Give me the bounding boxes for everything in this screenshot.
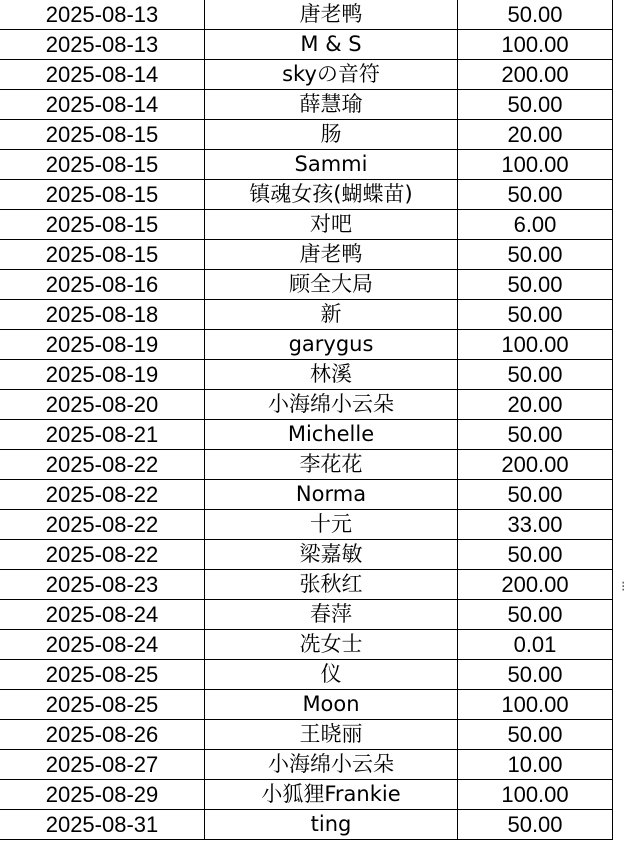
table-row <box>0 240 613 270</box>
name-cell[interactable]: garygus <box>205 330 458 360</box>
name-cell[interactable]: 顾全大局 <box>205 270 458 300</box>
amount-cell[interactable]: 100.00 <box>458 330 613 360</box>
amount-cell[interactable]: 200.00 <box>458 60 613 90</box>
name-cell[interactable]: M & S <box>205 30 458 60</box>
amount-cell[interactable]: 100.00 <box>458 780 613 810</box>
date-cell[interactable]: 2025-08-24 <box>0 600 205 630</box>
date-cell[interactable]: 2025-08-22 <box>0 450 205 480</box>
name-cell[interactable]: 王晓丽 <box>205 720 458 750</box>
amount-cell[interactable]: 50.00 <box>458 810 613 840</box>
table-row <box>0 360 613 390</box>
table-row <box>0 300 613 330</box>
table-row <box>0 750 613 780</box>
date-cell[interactable]: 2025-08-19 <box>0 330 205 360</box>
date-cell[interactable]: 2025-08-16 <box>0 270 205 300</box>
name-cell[interactable]: Michelle <box>205 420 458 450</box>
name-cell[interactable]: 林溪 <box>205 360 458 390</box>
table-row <box>0 90 613 120</box>
name-cell[interactable]: 张秋红 <box>205 570 458 600</box>
date-cell[interactable]: 2025-08-26 <box>0 720 205 750</box>
date-cell[interactable]: 2025-08-24 <box>0 630 205 660</box>
table-row <box>0 720 613 750</box>
amount-cell[interactable]: 100.00 <box>458 30 613 60</box>
name-cell[interactable]: 梁嘉敏 <box>205 540 458 570</box>
amount-cell[interactable]: 6.00 <box>458 210 613 240</box>
date-cell[interactable]: 2025-08-15 <box>0 120 205 150</box>
date-cell[interactable]: 2025-08-25 <box>0 660 205 690</box>
date-cell[interactable]: 2025-08-31 <box>0 810 205 840</box>
name-cell[interactable]: 肠 <box>205 120 458 150</box>
name-cell[interactable]: Norma <box>205 480 458 510</box>
amount-cell[interactable]: 50.00 <box>458 480 613 510</box>
table-row <box>0 390 613 420</box>
date-cell[interactable]: 2025-08-13 <box>0 0 205 30</box>
amount-cell[interactable]: 100.00 <box>458 690 613 720</box>
name-cell[interactable]: 新 <box>205 300 458 330</box>
table-row <box>0 420 613 450</box>
date-cell[interactable]: 2025-08-20 <box>0 390 205 420</box>
amount-cell[interactable]: 20.00 <box>458 390 613 420</box>
date-cell[interactable]: 2025-08-14 <box>0 90 205 120</box>
table-row <box>0 540 613 570</box>
table-row <box>0 60 613 90</box>
amount-cell[interactable]: 200.00 <box>458 570 613 600</box>
table-row <box>0 180 613 210</box>
name-cell[interactable]: 小狐狸Frankie <box>205 780 458 810</box>
date-cell[interactable]: 2025-08-13 <box>0 30 205 60</box>
amount-cell[interactable]: 50.00 <box>458 720 613 750</box>
amount-cell[interactable]: 50.00 <box>458 660 613 690</box>
amount-cell[interactable]: 100.00 <box>458 150 613 180</box>
table-row <box>0 480 613 510</box>
date-cell[interactable]: 2025-08-22 <box>0 540 205 570</box>
amount-cell[interactable]: 0.01 <box>458 630 613 660</box>
date-cell[interactable]: 2025-08-23 <box>0 570 205 600</box>
name-cell[interactable]: Moon <box>205 690 458 720</box>
name-cell[interactable]: 仪 <box>205 660 458 690</box>
table-row <box>0 270 613 300</box>
name-cell[interactable]: 冼女士 <box>205 630 458 660</box>
date-cell[interactable]: 2025-08-22 <box>0 510 205 540</box>
amount-cell[interactable]: 50.00 <box>458 540 613 570</box>
table-row <box>0 570 613 600</box>
name-cell[interactable]: 薛慧瑜 <box>205 90 458 120</box>
name-cell[interactable]: Sammi <box>205 150 458 180</box>
amount-cell[interactable]: 50.00 <box>458 240 613 270</box>
table-row <box>0 600 613 630</box>
table-row <box>0 450 613 480</box>
date-cell[interactable]: 2025-08-15 <box>0 150 205 180</box>
name-cell[interactable]: 唐老鸭 <box>205 240 458 270</box>
amount-cell[interactable]: 50.00 <box>458 90 613 120</box>
date-cell[interactable]: 2025-08-15 <box>0 240 205 270</box>
name-cell[interactable]: 唐老鸭 <box>205 0 458 30</box>
date-cell[interactable]: 2025-08-21 <box>0 420 205 450</box>
date-cell[interactable]: 2025-08-14 <box>0 60 205 90</box>
date-cell[interactable]: 2025-08-22 <box>0 480 205 510</box>
date-cell[interactable]: 2025-08-27 <box>0 750 205 780</box>
amount-cell[interactable]: 20.00 <box>458 120 613 150</box>
name-cell[interactable]: 镇魂女孩(蝴蝶苗) <box>205 180 458 210</box>
name-cell[interactable]: 对吧 <box>205 210 458 240</box>
amount-cell[interactable]: 50.00 <box>458 600 613 630</box>
name-cell[interactable]: 春萍 <box>205 600 458 630</box>
amount-cell[interactable]: 10.00 <box>458 750 613 780</box>
amount-cell[interactable]: 50.00 <box>458 0 613 30</box>
amount-cell[interactable]: 50.00 <box>458 360 613 390</box>
table-row <box>0 0 613 30</box>
name-cell[interactable]: ting <box>205 810 458 840</box>
amount-cell[interactable]: 50.00 <box>458 180 613 210</box>
name-cell[interactable]: 十元 <box>205 510 458 540</box>
date-cell[interactable]: 2025-08-18 <box>0 300 205 330</box>
amount-cell[interactable]: 50.00 <box>458 300 613 330</box>
amount-cell[interactable]: 200.00 <box>458 450 613 480</box>
table-row <box>0 330 613 360</box>
table-row <box>0 510 613 540</box>
date-cell[interactable]: 2025-08-15 <box>0 210 205 240</box>
name-cell[interactable]: 小海绵小云朵 <box>205 750 458 780</box>
amount-cell[interactable]: 50.00 <box>458 420 613 450</box>
table-row <box>0 630 613 660</box>
date-cell[interactable]: 2025-08-19 <box>0 360 205 390</box>
table-row <box>0 150 613 180</box>
table-row <box>0 660 613 690</box>
amount-cell[interactable]: 33.00 <box>458 510 613 540</box>
table-row <box>0 810 613 840</box>
amount-cell[interactable]: 50.00 <box>458 270 613 300</box>
table-row <box>0 120 613 150</box>
table-row <box>0 210 613 240</box>
date-cell[interactable]: 2025-08-29 <box>0 780 205 810</box>
table-row <box>0 780 613 810</box>
date-cell[interactable]: 2025-08-25 <box>0 690 205 720</box>
name-cell[interactable]: 小海绵小云朵 <box>205 390 458 420</box>
name-cell[interactable]: 李花花 <box>205 450 458 480</box>
date-cell[interactable]: 2025-08-15 <box>0 180 205 210</box>
table-row <box>0 690 613 720</box>
cell-overflow-mark: ⁝ <box>621 579 626 595</box>
table-row <box>0 30 613 60</box>
name-cell[interactable]: skyの音符 <box>205 60 458 90</box>
